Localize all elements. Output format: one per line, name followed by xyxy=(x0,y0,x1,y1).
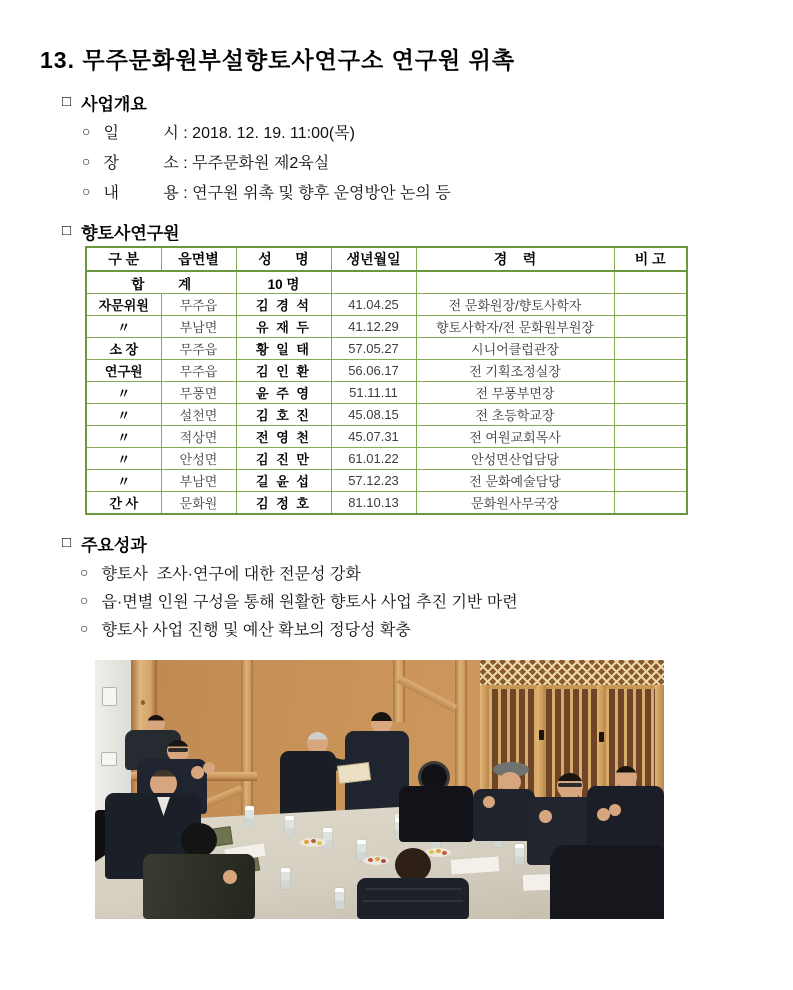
cell-birth: 61.01.22 xyxy=(331,448,416,470)
cell-gubun: 〃 xyxy=(86,470,161,492)
cell-name: 전 영 천 xyxy=(236,426,331,448)
outcome-item xyxy=(80,614,518,642)
light-switch xyxy=(102,687,117,706)
wall-brace xyxy=(397,675,457,712)
cell-region: 문화원 xyxy=(161,492,236,515)
cell-region: 무주읍 xyxy=(161,338,236,360)
table-row xyxy=(86,470,687,492)
square-bullet-icon: □ xyxy=(62,534,72,551)
cell-gubun: 〃 xyxy=(86,382,161,404)
cell-birth: 45.07.31 xyxy=(331,426,416,448)
cell-name: 김 정 호 xyxy=(236,492,331,515)
water-bottle xyxy=(323,828,332,849)
col-header-career: 경 력 xyxy=(416,247,614,271)
researchers-table xyxy=(85,246,688,515)
cell-career: 시니어클럽관장 xyxy=(416,338,614,360)
cell-region: 무주읍 xyxy=(161,294,236,316)
cell-birth: 56.06.17 xyxy=(331,360,416,382)
water-bottle xyxy=(285,816,294,837)
square-bullet-icon: □ xyxy=(62,222,72,239)
cell-name: 유 재 두 xyxy=(236,316,331,338)
cell-note xyxy=(614,316,687,338)
cell-career: 전 문화원장/향토사학자 xyxy=(416,294,614,316)
section-heading-outcomes xyxy=(62,531,147,556)
cell-gubun: 〃 xyxy=(86,426,161,448)
snack-plate xyxy=(363,856,389,865)
section-heading-researchers xyxy=(62,219,180,244)
cell-birth: 51.11.11 xyxy=(331,382,416,404)
table-row xyxy=(86,338,687,360)
overview-item xyxy=(82,176,451,206)
cell-career: 안성면산업담당 xyxy=(416,448,614,470)
square-bullet-icon: □ xyxy=(62,93,72,110)
outcome-item-text: 읍·면별 인원 구성을 통해 원활한 향토사 사업 추진 기반 마련 xyxy=(101,593,518,611)
cell-name: 김 경 석 xyxy=(236,294,331,316)
circle-bullet-icon: ○ xyxy=(80,564,89,580)
person-bottom-right xyxy=(550,845,664,919)
cell-career: 전 무풍부면장 xyxy=(416,382,614,404)
summary-note xyxy=(614,271,687,294)
cell-career: 전 문화예술담당 xyxy=(416,470,614,492)
col-header-birth: 생년월일 xyxy=(331,247,416,271)
cell-birth: 57.05.27 xyxy=(331,338,416,360)
cell-note xyxy=(614,470,687,492)
door-hinge xyxy=(599,732,604,742)
cell-name: 김 호 진 xyxy=(236,404,331,426)
lattice-transom xyxy=(480,660,664,689)
water-bottle xyxy=(281,868,290,889)
table-row xyxy=(86,426,687,448)
cell-region: 부남면 xyxy=(161,470,236,492)
cell-name: 황 일 태 xyxy=(236,338,331,360)
cell-birth: 41.12.29 xyxy=(331,316,416,338)
cell-note xyxy=(614,426,687,448)
snack-plate xyxy=(300,838,326,847)
cell-birth: 45.08.15 xyxy=(331,404,416,426)
outcome-item xyxy=(80,586,518,614)
cell-birth: 41.04.25 xyxy=(331,294,416,316)
cell-note xyxy=(614,338,687,360)
meeting-photo xyxy=(95,660,664,919)
page-title: 13. 무주문화원부설향토사연구소 연구원 위촉 xyxy=(40,47,516,73)
cell-name: 김 인 환 xyxy=(236,360,331,382)
cell-region: 설천면 xyxy=(161,404,236,426)
cell-region: 부남면 xyxy=(161,316,236,338)
water-bottle xyxy=(515,844,524,865)
table-summary-row xyxy=(86,271,687,294)
table-row xyxy=(86,316,687,338)
cell-name: 윤 주 영 xyxy=(236,382,331,404)
cell-career: 전 여원교회목사 xyxy=(416,426,614,448)
section-heading-overview-text: 사업개요 xyxy=(81,95,147,114)
thermostat xyxy=(101,752,117,766)
summary-count: 10 명 xyxy=(236,271,331,294)
section-heading-overview xyxy=(62,90,147,115)
cell-note xyxy=(614,294,687,316)
section-heading-researchers-text: 향토사연구원 xyxy=(81,224,180,243)
section-heading-outcomes-text: 주요성과 xyxy=(81,536,147,555)
overview-item-text: 장 소 : 무주문화원 제2육실 xyxy=(103,154,330,172)
outcome-item-text: 향토사 사업 진행 및 예산 확보의 정당성 확충 xyxy=(101,621,411,639)
table-row xyxy=(86,294,687,316)
summary-career xyxy=(416,271,614,294)
col-header-gubun: 구 분 xyxy=(86,247,161,271)
table-row xyxy=(86,360,687,382)
circle-bullet-icon: ○ xyxy=(80,620,89,636)
col-header-name: 성 명 xyxy=(236,247,331,271)
cell-region: 무주읍 xyxy=(161,360,236,382)
circle-bullet-icon: ○ xyxy=(80,592,89,608)
col-header-note: 비 고 xyxy=(614,247,687,271)
wood-knot xyxy=(141,700,145,705)
outcomes-item-list xyxy=(80,558,518,642)
cell-region: 적상면 xyxy=(161,426,236,448)
cell-gubun: 간 사 xyxy=(86,492,161,515)
cell-region: 무풍면 xyxy=(161,382,236,404)
cell-region: 안성면 xyxy=(161,448,236,470)
outcome-item xyxy=(80,558,518,586)
water-bottle xyxy=(335,888,344,909)
cell-career: 문화원사무국장 xyxy=(416,492,614,515)
circle-bullet-icon: ○ xyxy=(82,183,91,199)
overview-item-text: 일 시 : 2018. 12. 19. 11:00(목) xyxy=(103,124,355,142)
table-row xyxy=(86,404,687,426)
table-header-row xyxy=(86,247,687,271)
table-row xyxy=(86,448,687,470)
cell-note xyxy=(614,360,687,382)
door-hinge xyxy=(539,730,544,740)
certificate xyxy=(337,762,371,784)
cell-gubun: 〃 xyxy=(86,404,161,426)
cell-note xyxy=(614,492,687,515)
cell-gubun: 〃 xyxy=(86,448,161,470)
wall-beam xyxy=(393,660,405,722)
water-bottle xyxy=(245,806,254,827)
cell-career: 전 초등학교장 xyxy=(416,404,614,426)
cell-birth: 81.10.13 xyxy=(331,492,416,515)
circle-bullet-icon: ○ xyxy=(82,153,91,169)
table-row xyxy=(86,382,687,404)
cell-gubun: 연구원 xyxy=(86,360,161,382)
outcome-item-text: 향토사 조사·연구에 대한 전문성 강화 xyxy=(101,565,361,583)
table-row xyxy=(86,492,687,515)
summary-label: 합 계 xyxy=(86,271,236,294)
cell-name: 길 윤 섭 xyxy=(236,470,331,492)
col-header-region: 읍면별 xyxy=(161,247,236,271)
overview-item-text: 내 용 : 연구원 위촉 및 향후 운영방안 논의 등 xyxy=(103,184,451,202)
cell-note xyxy=(614,382,687,404)
circle-bullet-icon: ○ xyxy=(82,123,91,139)
cell-birth: 57.12.23 xyxy=(331,470,416,492)
cell-career: 향토사학자/전 문화원부원장 xyxy=(416,316,614,338)
cell-gubun: 자문위원 xyxy=(86,294,161,316)
overview-item-list xyxy=(82,116,451,206)
cell-gubun: 〃 xyxy=(86,316,161,338)
cell-note xyxy=(614,404,687,426)
cell-career: 전 기획조정실장 xyxy=(416,360,614,382)
cell-gubun: 소 장 xyxy=(86,338,161,360)
summary-birth xyxy=(331,271,416,294)
cell-note xyxy=(614,448,687,470)
overview-item xyxy=(82,146,451,176)
cell-name: 김 진 만 xyxy=(236,448,331,470)
overview-item xyxy=(82,116,451,146)
snack-plate xyxy=(425,848,451,857)
